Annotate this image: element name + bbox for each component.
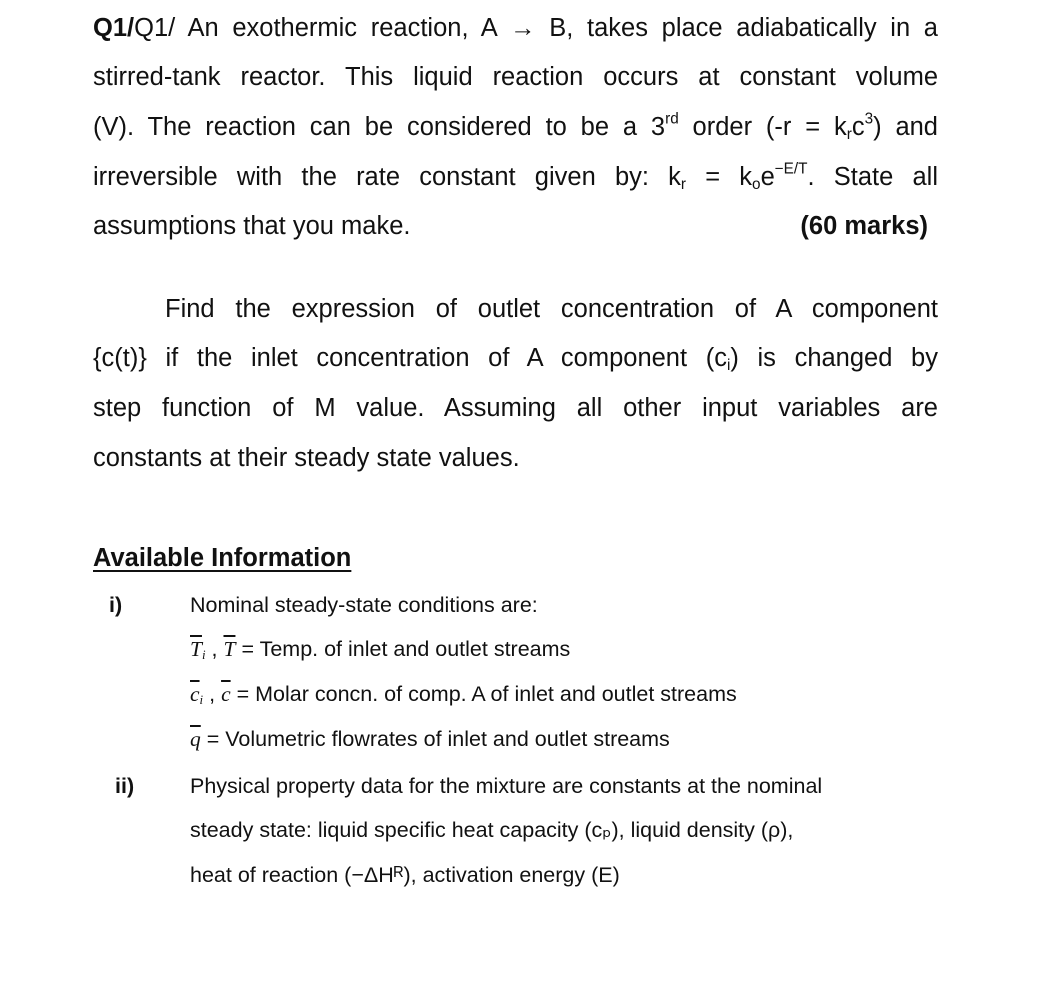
task-line-2: {c(t)} if the inlet concentration of A component $(c_i)$ is changed by (93, 344, 938, 374)
question-line-3: (V). The reaction can be considered to be a 3rd order $(-r = k_rc^3)$ and (93, 110, 938, 143)
task-line-3: step function of M value. Assuming all other input variables are (93, 394, 938, 422)
item-2-line-3: heat of reaction (−ΔHᴿ), activation energy (E) (190, 863, 620, 887)
task-line-1: Find the expression of outlet concentration of A component (165, 295, 938, 323)
question-line-4: irreversible with the rate constant given by: $k_r = k_oe^{-E/T}$. State all (93, 160, 939, 193)
item-1-title: Nominal steady-state conditions are: (190, 593, 538, 617)
question-label: Q1/ (93, 14, 135, 42)
assumptions-text: assumptions that you make. (93, 212, 411, 240)
question-line-1-text: Q1/ An exothermic reaction, A → B, takes place adiabatically in a (134, 14, 938, 42)
task-line-4: constants at their steady state values. (93, 444, 520, 472)
marks-badge: (60 marks) (800, 212, 928, 240)
temperature-definition: $\overline{T}_i$ , $\overline{T}$ = Temp. of inlet and outlet streams (190, 637, 571, 663)
concentration-definition: $\overline{c}_i$ , $\overline{c}$ = Molar concn. of comp. A of inlet and outlet streams (190, 682, 737, 708)
flowrate-definition: $\overline{q}$ = Volumetric flowrates of inlet and outlet streams (190, 727, 670, 751)
question-line-5 (93, 206, 938, 246)
question-line-2: stirred-tank reactor. This liquid reaction occurs at constant volume (93, 63, 938, 91)
question-line-1 (93, 8, 938, 48)
available-information-heading: Available Information (93, 544, 352, 572)
item-2-line-2: steady state: liquid specific heat capacity (cₚ), liquid density (ρ), (190, 818, 794, 842)
item-2-marker: ii) (115, 774, 135, 798)
item-2-line-1: Physical property data for the mixture are constants at the nominal (190, 774, 823, 798)
item-1-marker: i) (109, 593, 123, 617)
